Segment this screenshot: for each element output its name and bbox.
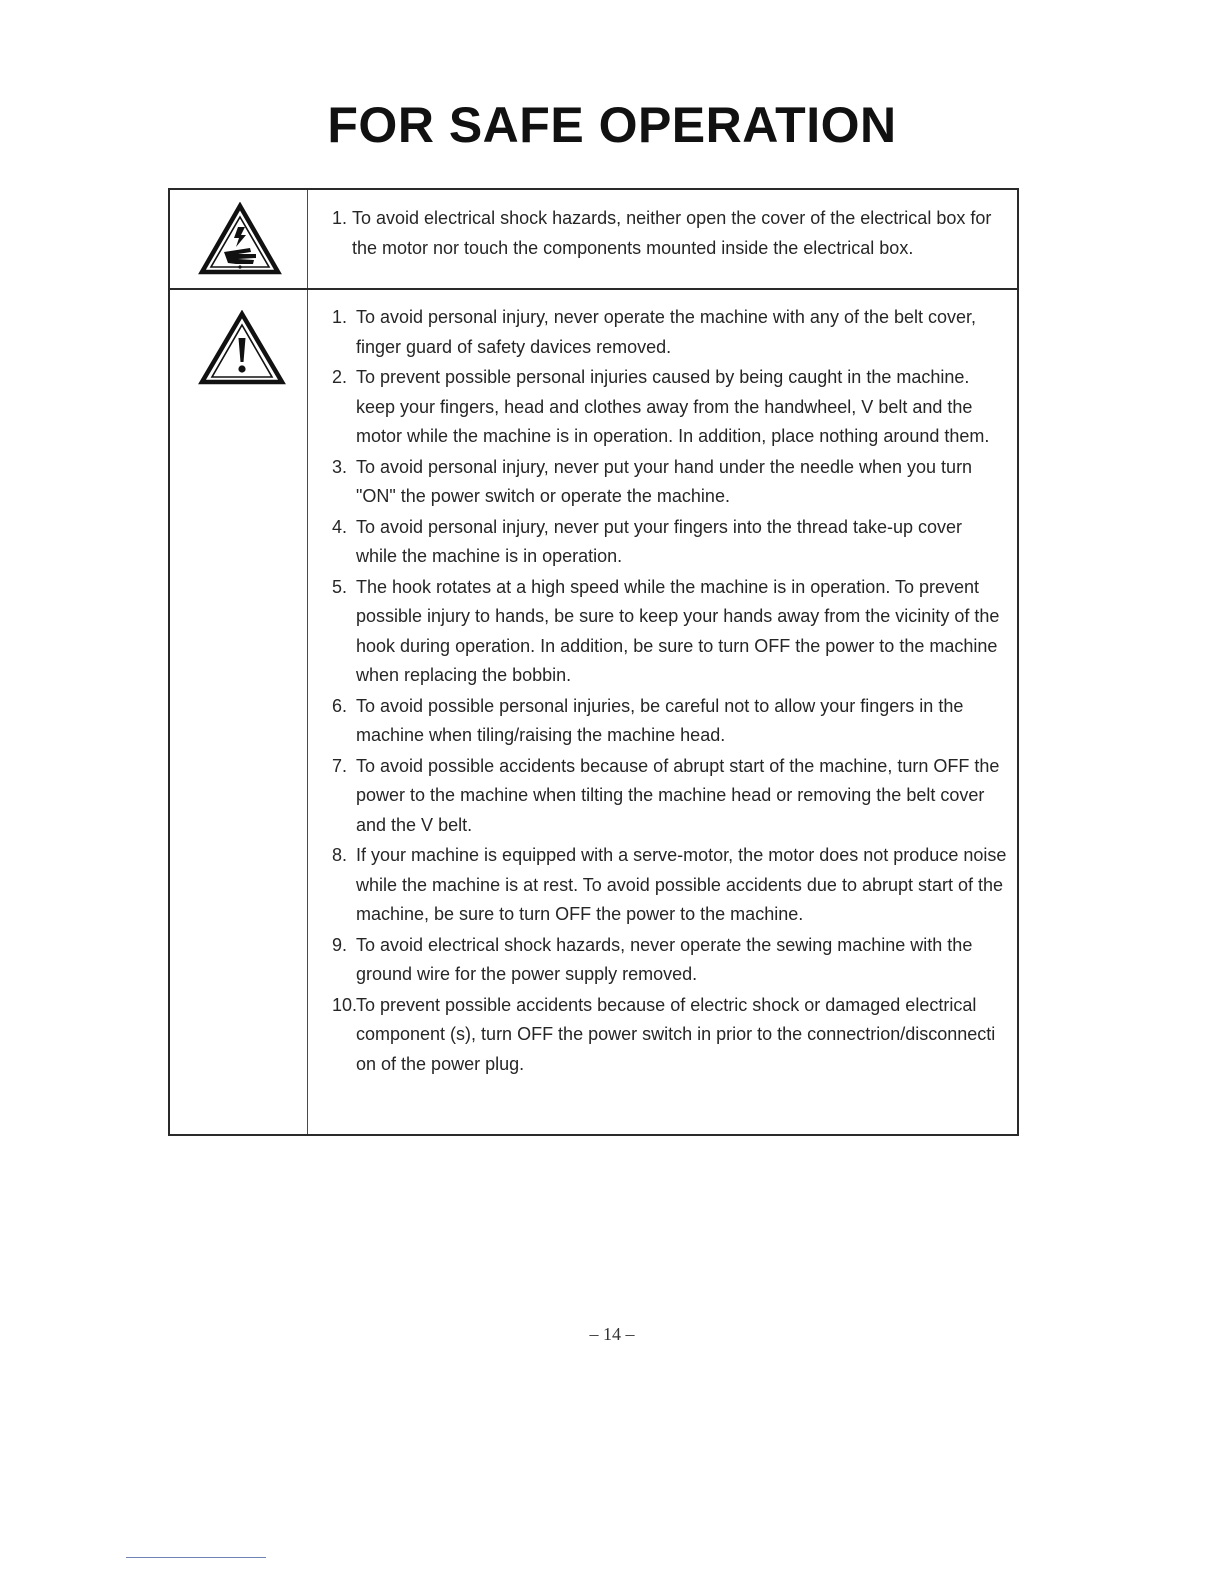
safety-table bbox=[168, 188, 1019, 1136]
item-number: 6. bbox=[332, 695, 348, 716]
list-item bbox=[332, 692, 1007, 751]
page-number: – 14 – bbox=[589, 1324, 635, 1344]
icon-cell bbox=[170, 290, 308, 1134]
icon-cell bbox=[170, 190, 308, 288]
electric-shock-hand-warning-icon bbox=[198, 202, 282, 276]
list-item bbox=[332, 513, 1007, 572]
item-number: 10. bbox=[332, 994, 358, 1015]
caution-text-cell bbox=[308, 290, 1017, 1134]
list-item bbox=[332, 991, 1007, 1080]
item-text: To avoid possible personal injuries, be careful not to allow your fingers in the machine when tiling/raising the machine head. bbox=[356, 695, 964, 745]
item-text: The hook rotates at a high speed while the machine is in operation. To prevent possible injury to hands, be sure to keep your hands away from the vicinity of the hook during operation. In addition, be sure to turn OFF the power to the machine when replacing the bobbin. bbox=[356, 576, 1000, 685]
electrical-hazard-list bbox=[332, 204, 1007, 263]
item-text: To avoid electrical shock hazards, never operate the sewing machine with the ground wire for the power supply removed. bbox=[356, 934, 973, 984]
list-item bbox=[332, 752, 1007, 841]
item-text: To avoid electrical shock hazards, neither open the cover of the electrical box for the motor nor touch the components mounted inside the electrical box. bbox=[352, 208, 992, 258]
electrical-hazard-row bbox=[170, 190, 1017, 288]
item-text: To prevent possible accidents because of electric shock or damaged electrical component (s), turn OFF the power switch in prior to the connectrion/disconnecti on of the power plug. bbox=[356, 994, 996, 1074]
item-number: 4. bbox=[332, 516, 348, 537]
item-number: 5. bbox=[332, 576, 348, 597]
item-number: 9. bbox=[332, 934, 348, 955]
electrical-hazard-text-cell bbox=[308, 190, 1017, 288]
caution-list bbox=[332, 303, 1007, 1079]
item-text: To avoid personal injury, never put your fingers into the thread take-up cover while the machine is in operation. bbox=[356, 516, 963, 566]
list-item bbox=[332, 931, 1007, 990]
divider bbox=[126, 1557, 266, 1558]
item-text: To avoid personal injury, never put your hand under the needle when you turn "ON" the power switch or operate the machine. bbox=[356, 456, 973, 506]
item-number: 1. bbox=[332, 307, 348, 327]
list-item bbox=[332, 303, 1007, 362]
list-item bbox=[332, 363, 1007, 452]
list-item bbox=[332, 204, 1007, 263]
page-title: FOR SAFE OPERATION bbox=[327, 97, 897, 153]
item-text: To avoid personal injury, never operate the machine with any of the belt cover, finger guard of safety davices removed. bbox=[356, 307, 977, 357]
item-number: 8. bbox=[332, 845, 348, 865]
caution-exclamation-icon bbox=[198, 310, 286, 386]
list-item bbox=[332, 841, 1007, 930]
item-number: 3. bbox=[332, 456, 348, 477]
item-number: 7. bbox=[332, 755, 348, 776]
caution-row bbox=[170, 288, 1017, 1134]
item-text: To avoid possible accidents because of abrupt start of the machine, turn OFF the power to the machine when tilting the machine head or removing the belt cover and the V belt. bbox=[356, 755, 1000, 835]
item-text: If your machine is equipped with a serve-motor, the motor does not produce noise while the machine is at rest. To avoid possible accidents due to abrupt start of the machine, be sure to turn OFF the power to the machine. bbox=[356, 845, 1007, 924]
list-item bbox=[332, 453, 1007, 512]
item-number: 2. bbox=[332, 367, 348, 387]
list-item bbox=[332, 573, 1007, 691]
item-number: 1. bbox=[332, 208, 348, 228]
item-text: To prevent possible personal injuries caused by being caught in the machine. keep your fingers, head and clothes away from the handwheel, V belt and the motor while the machine is in operation. In addition, place nothing around them. bbox=[356, 367, 990, 446]
